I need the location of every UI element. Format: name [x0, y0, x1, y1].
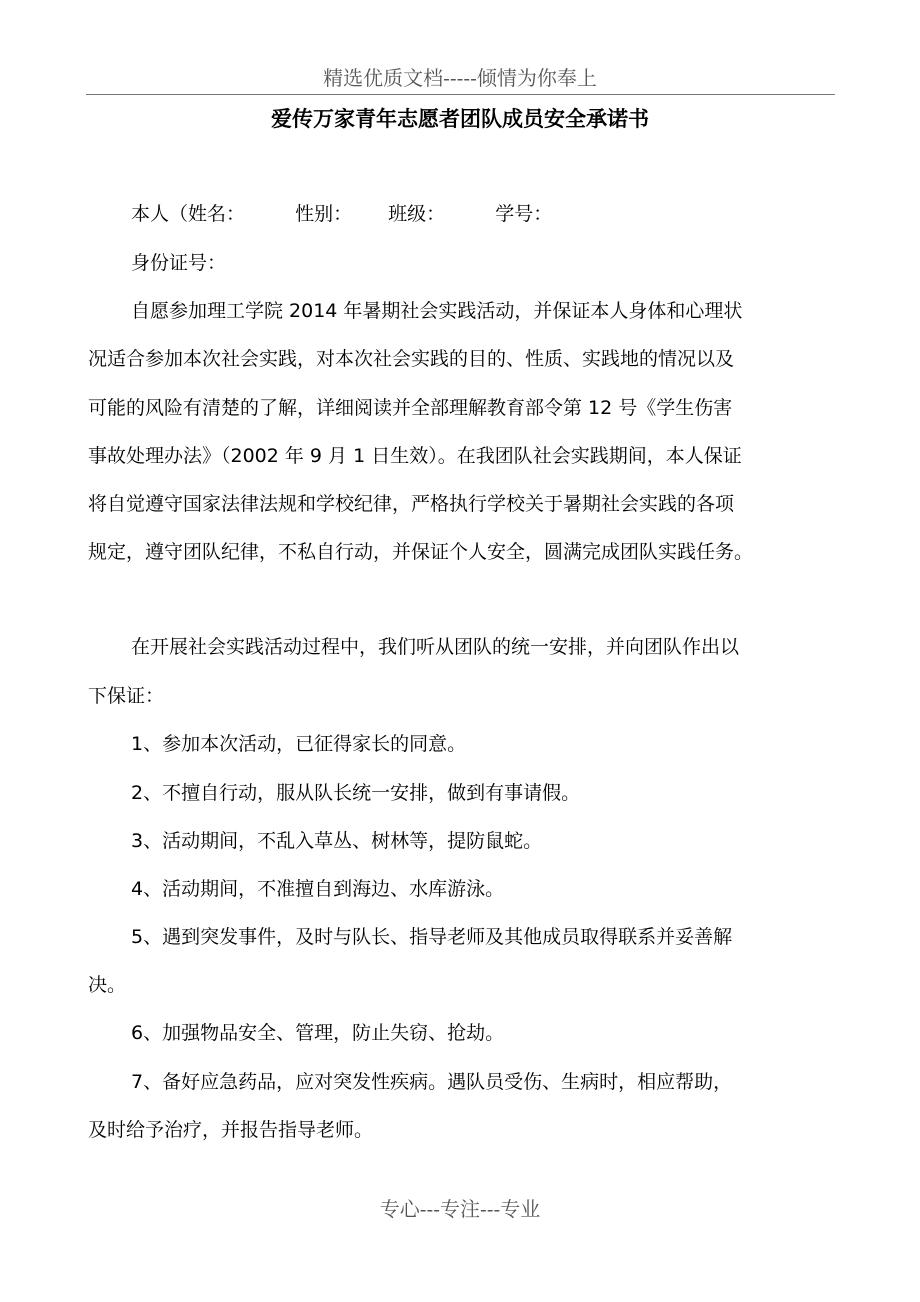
- paragraph-line: 下保证：: [88, 685, 165, 707]
- list-item: 1、参加本次活动，已征得家长的同意。: [131, 733, 467, 755]
- class-label: 班级：: [388, 203, 446, 225]
- paragraph-line: 在开展社会实践活动过程中，我们听从团队的统一安排，并向团队作出以: [131, 636, 740, 658]
- paragraph-line: 规定，遵守团队纪律，不私自行动，并保证个人安全，圆满完成团队实践任务。: [88, 541, 754, 563]
- document-title: 爱传万家青年志愿者团队成员安全承诺书: [271, 107, 649, 131]
- name-label: 本人（姓名：: [131, 203, 246, 225]
- personal-info-line: [131, 201, 552, 227]
- list-item: 3、活动期间，不乱入草丛、树林等，提防鼠蛇。: [131, 830, 543, 852]
- list-item: 6、加强物品安全、管理，防止失窃、抢劫。: [131, 1022, 505, 1044]
- paragraph-line: 自愿参加理工学院 2014 年暑期社会实践活动，并保证本人身体和心理状: [131, 300, 743, 322]
- list-item: 2、不擅自行动，服从队长统一安排，做到有事请假。: [131, 782, 581, 804]
- list-item-continuation: 决。: [88, 974, 127, 996]
- page-footer: 专心---专注---专业: [379, 1197, 541, 1221]
- list-item-continuation: 及时给予治疗，并报告指导老师。: [88, 1119, 374, 1141]
- student-id-label: 学号：: [495, 203, 553, 225]
- paragraph-line: 可能的风险有清楚的了解，详细阅读并全部理解教育部令第 12 号《学生伤害: [88, 397, 733, 419]
- list-item: 4、活动期间，不准擅自到海边、水库游泳。: [131, 878, 505, 900]
- id-number-label: 身份证号：: [131, 252, 227, 274]
- gender-label: 性别：: [295, 203, 353, 225]
- paragraph-line: 事故处理办法》（2002 年 9 月 1 日生效）。在我团队社会实践期间，本人保证: [88, 445, 742, 467]
- list-item: 7、备好应急药品，应对突发性疾病。遇队员受伤、生病时，相应帮助，: [131, 1071, 733, 1093]
- list-item: 5、遇到突发事件，及时与队长、指导老师及其他成员取得联系并妥善解: [131, 926, 733, 948]
- page-header: 精选优质文档-----倾情为你奉上: [323, 66, 597, 90]
- paragraph-line: 况适合参加本次社会实践，对本次社会实践的目的、性质、实践地的情况以及: [88, 348, 735, 370]
- paragraph-line: 将自觉遵守国家法律法规和学校纪律，严格执行学校关于暑期社会实践的各项: [88, 493, 735, 515]
- header-divider: [86, 94, 835, 95]
